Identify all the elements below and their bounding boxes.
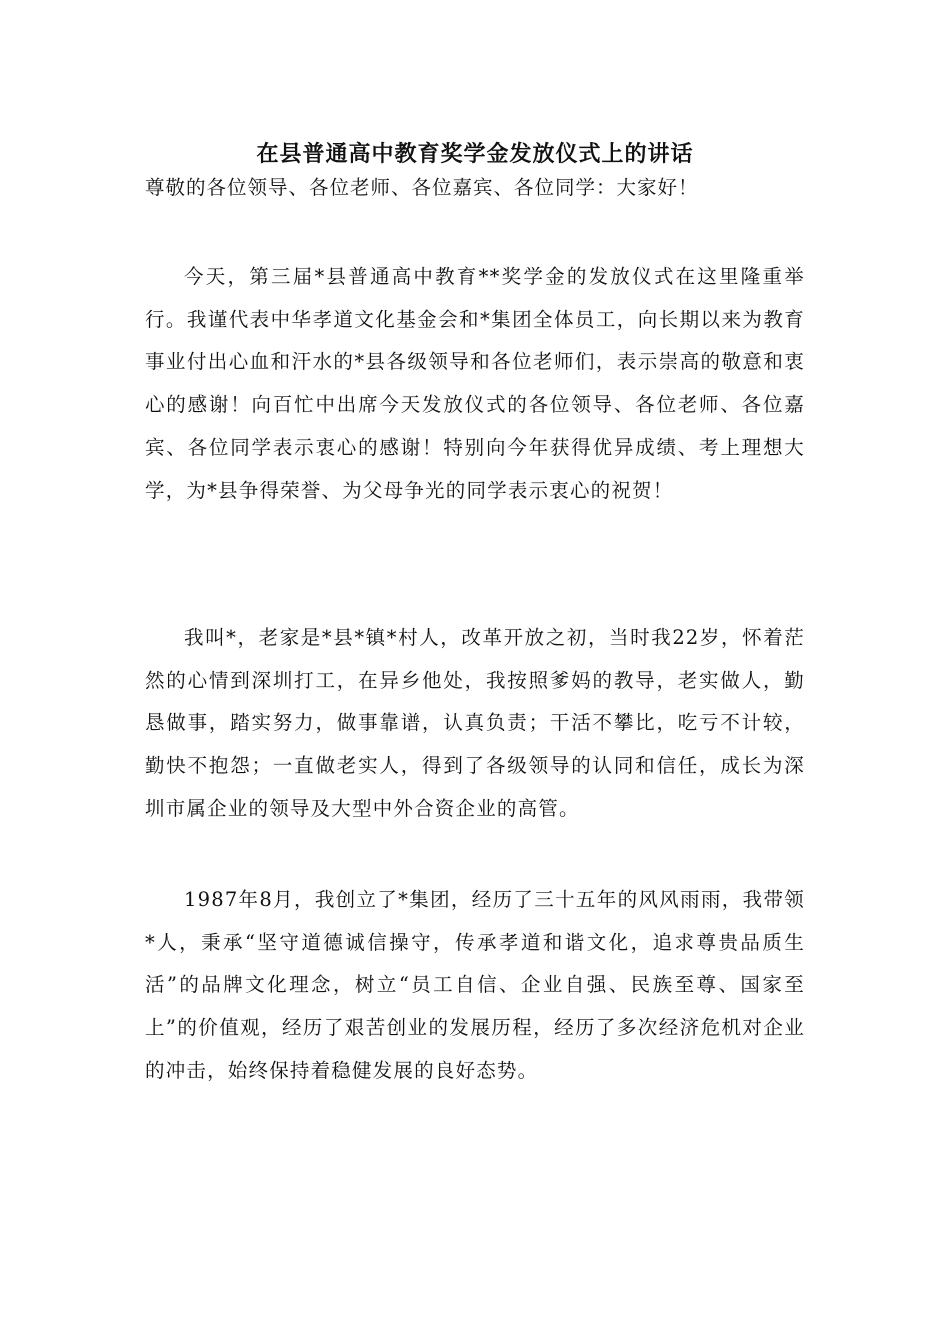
- paragraph-2: 我叫*，老家是*县*镇*村人，改革开放之初，当时我22岁，怀着茫然的心情到深圳打工，在异乡他处，我按照爹妈的教导，老实做人，勤恳做事，踏实努力，做事靠谱，认真负责；干活不攀比，吃亏不计较，勤快不抱怨；一直做老实人，得到了各级领导的认同和信任，成长为深圳市属企业的领导及大型中外合资企业的高管。: [145, 626, 805, 820]
- salutation: 尊敬的各位领导、各位老师、各位嘉宾、各位同学：大家好！: [145, 176, 699, 199]
- document-title: 在县普通高中教育奖学金发放仪式上的讲话: [256, 141, 694, 167]
- paragraph-1: 今天，第三届*县普通高中教育**奖学金的发放仪式在这里隆重举行。我谨代表中华孝道文化基金会和*集团全体员工，向长期以来为教育事业付出心血和汗水的*县各级领导和各位老师们，表示崇高的敬意和衷心的感谢！向百忙中出席今天发放仪式的各位领导、各位老师、各位嘉宾、各位同学表示衷心的感谢！特别向今年获得优异成绩、考上理想大学，为*县争得荣誉、为父母争光的同学表示衷心的祝贺！: [145, 265, 805, 502]
- paragraph-3: 1987年8月，我创立了*集团，经历了三十五年的风风雨雨，我带领*人，秉承“坚守道德诚信操守，传承孝道和谐文化，追求尊贵品质生活”的品牌文化理念，树立“员工自信、企业自强、民族至尊、国家至上”的价值观，经历了艰苦创业的发展历程，经历了多次经济危机对企业的冲击，始终保持着稳健发展的良好态势。: [145, 888, 805, 1082]
